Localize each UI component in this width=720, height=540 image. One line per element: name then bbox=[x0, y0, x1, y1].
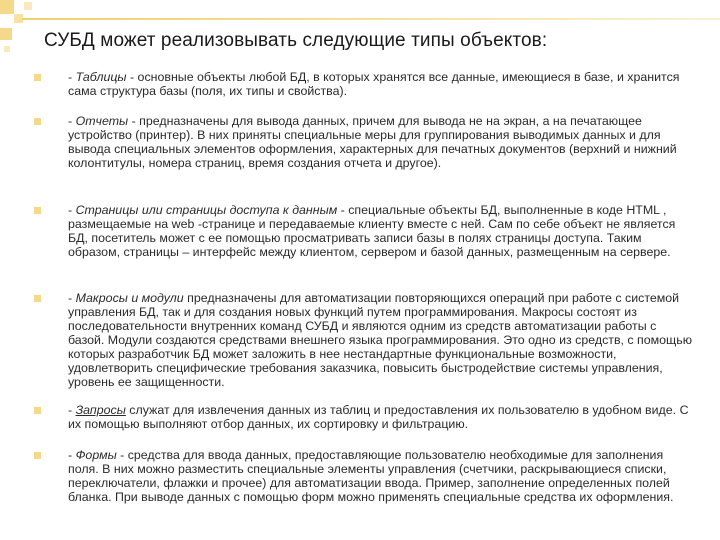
item-term: Запросы bbox=[75, 403, 126, 417]
item-description: - предназначены для вывода данных, причем для вывода не на экран, а на печатающее устройство (принтер). В них приняты специальные меры для группирования выводимых данных и для вывода специальных элементов оформления, характерных для печатных документов (верхний и нижний колонтитулы, номера страниц, время создания отчета и другое). bbox=[68, 114, 677, 170]
item-text: - Таблицы - основные объекты любой БД, в которых хранятся все данные, имеющиеся в базе, и хранится сама структура базы (поля, их типы и свойства). bbox=[68, 70, 680, 98]
item-description: - основные объекты любой БД, в которых хранятся все данные, имеющиеся в базе, и хранится сама структура базы (поля, их типы и свойства). bbox=[68, 70, 680, 98]
item-description: служат для извлечения данных из таблиц и предоставления их пользователю в удобном виде. С их помощью выполняют отбор данных, их сортировку и фильтрацию. bbox=[68, 403, 689, 431]
item-text: - Страницы или страницы доступа к данным - специальные объекты БД, выполненные в коде HTML , размещаемые на web -странице и передаваемые клиенту вместе с ней. Сам по себе объект не является БД, посетитель может с ее помощью просматривать записи базы в полях страницы доступа. Таким образом, страницы – интерфейс между клиентом, сервером и базой данных, размещенным на сервере. bbox=[68, 203, 676, 259]
item-description: - специальные объекты БД, выполненные в коде HTML , размещаемые на web -странице и передаваемые клиенту вместе с ней. Сам по себе объект не является БД, посетитель может с ее помощью просматривать записи базы в полях страницы доступа. Таким образом, страницы – интерфейс между клиентом, сервером и базой данных, размещенным на сервере. bbox=[68, 203, 676, 259]
bullet-icon bbox=[34, 407, 41, 414]
bullet-icon bbox=[34, 295, 41, 302]
bullet-icon bbox=[34, 207, 41, 214]
item-text: - Формы - средства для ввода данных, предоставляющие пользователю необходимые для заполнения поля. В них можно разместить специальные элементы управления (счетчики, раскрывающиеся списки, переключатели, флажки и прочее) для автоматизации ввода. Пример, заполнение определенных полей бланка. При выводе данных с помощью форм можно применять специальные средства их оформления. bbox=[68, 448, 674, 504]
item-description: предназначены для автоматизации повторяющихся операций при работе с системой управления БД, так и для создания новых функций путем программирования. Макросы состоят из последовательности внутренних команд СУБД и являются одним из средств автоматизации работы с базой. Модули создаются средствами внешнего языка программирования. Это одно из средств, с помощью которых разработчик БД может заложить в нее нестандартные функциональные возможности, удовлетворить специфические требования заказчика, повысить быстродействие системы управления, уровень ее защищенности. bbox=[68, 291, 693, 389]
page-title: СУБД может реализовывать следующие типы объектов: bbox=[44, 30, 548, 51]
decor-square bbox=[24, 2, 32, 10]
decor-square bbox=[4, 46, 10, 52]
decor-square bbox=[0, 28, 12, 40]
item-text: - Запросы служат для извлечения данных из таблиц и предоставления их пользователю в удобном виде. С их помощью выполняют отбор данных, их сортировку и фильтрацию. bbox=[68, 403, 689, 431]
item-term: Страницы или страницы доступа к данным bbox=[75, 203, 338, 217]
bullet-icon bbox=[34, 118, 41, 125]
item-term: Формы bbox=[75, 448, 117, 462]
decor-square bbox=[0, 0, 14, 14]
item-description: - средства для ввода данных, предоставляющие пользователю необходимые для заполнения поля. В них можно разместить специальные элементы управления (счетчики, раскрывающиеся списки, переключатели, флажки и прочее) для автоматизации ввода. Пример, заполнение определенных полей бланка. При выводе данных с помощью форм можно применять специальные средства их оформления. bbox=[68, 448, 674, 504]
item-term: Макросы и модули bbox=[75, 291, 184, 305]
bullet-icon bbox=[34, 74, 41, 81]
item-term: Отчеты bbox=[75, 114, 129, 128]
item-text: - Отчеты - предназначены для вывода данных, причем для вывода не на экран, а на печатающее устройство (принтер). В них приняты специальные меры для группирования выводимых данных и для вывода специальных элементов оформления, характерных для печатных документов (верхний и нижний колонтитулы, номера страниц, время создания отчета и другое). bbox=[68, 114, 677, 170]
item-term: Таблицы bbox=[75, 70, 127, 84]
header-rule bbox=[22, 18, 720, 20]
item-text: - Макросы и модули предназначены для автоматизации повторяющихся операций при работе с системой управления БД, так и для создания новых функций путем программирования. Макросы состоят из последовательности внутренних команд СУБД и являются одним из средств автоматизации работы с базой. Модули создаются средствами внешнего языка программирования. Это одно из средств, с помощью которых разработчик БД может заложить в нее нестандартные функциональные возможности, удовлетворить специфические требования заказчика, повысить быстродействие системы управления, уровень ее защищенности. bbox=[68, 291, 693, 389]
bullet-icon bbox=[34, 452, 41, 459]
